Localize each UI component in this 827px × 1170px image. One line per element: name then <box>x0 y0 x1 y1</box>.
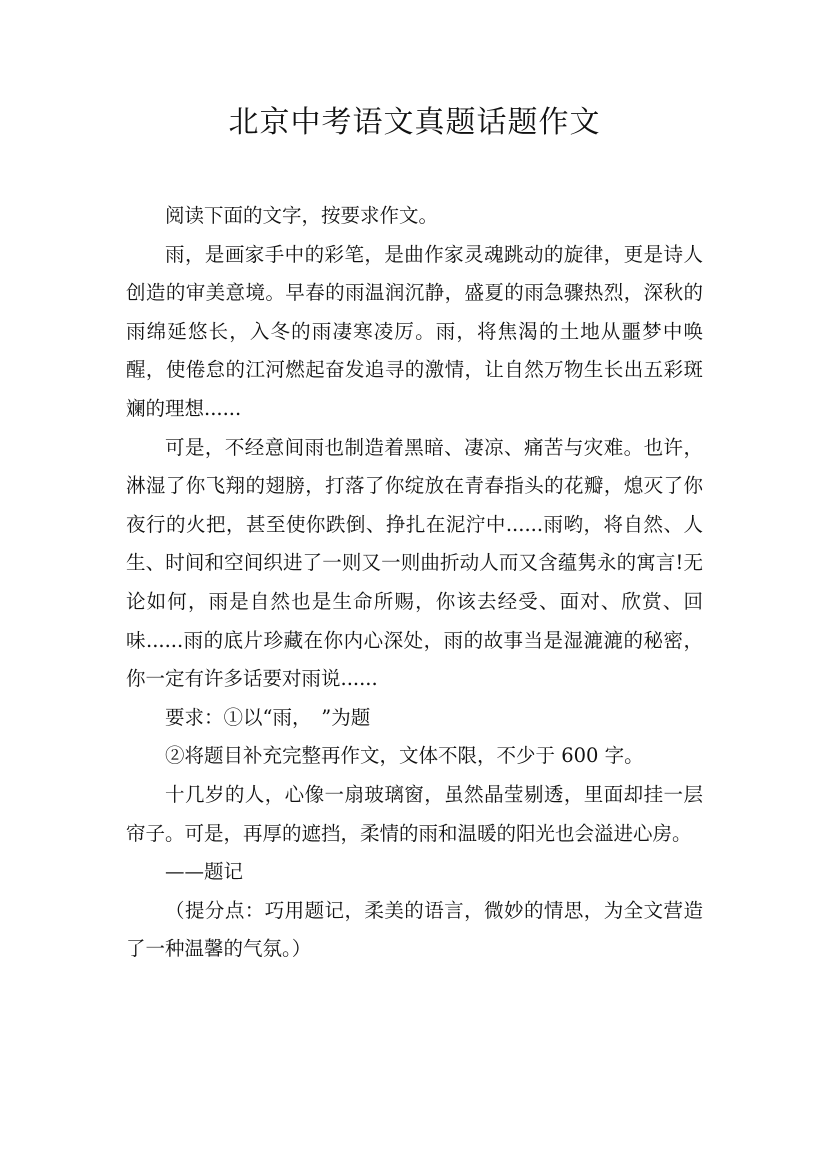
paragraph-requirement-2: ②将题目补充完整再作文，文体不限，不少于 600 字。 <box>165 744 644 768</box>
document-title: 北京中考语文真题话题作文 <box>228 105 601 140</box>
document-body <box>126 197 703 969</box>
paragraph-scoring-note: （提分点：巧用题记，柔美的语言，微妙的情思，为全文营造了一种温馨的气氛。） <box>126 898 703 961</box>
paragraph-rain-darkness: 可是，不经意间雨也制造着黑暗、凄凉、痛苦与灾难。也许，淋湿了你飞翔的翅膀，打落了你绽放在青春指头的花瓣，熄灭了你夜行的火把，甚至使你跌倒、挣扎在泥泞中......雨哟，将自然、人生、时间和空间织进了一则又一则曲折动人而又含蕴隽永的寓言!无论如何，雨是自然也是生命所赐，你该去经受、面对、欣赏、回味......雨的底片珍藏在你内心深处，雨的故事当是湿漉漉的秘密，你一定有许多话要对雨说...... <box>126 435 703 691</box>
paragraph-epigraph: 十几岁的人，心像一扇玻璃窗，虽然晶莹剔透，里面却挂一层帘子。可是，再厚的遮挡，柔情的雨和温暖的阳光也会溢进心房。 <box>126 782 703 845</box>
paragraph-requirement-1: 要求：①以“雨， ”为题 <box>165 705 371 729</box>
paragraph-rain-intro: 雨，是画家手中的彩笔，是曲作家灵魂跳动的旋律，更是诗人创造的审美意境。早春的雨温润沉静，盛夏的雨急骤热烈，深秋的雨绵延悠长，入冬的雨凄寒凌厉。雨，将焦渴的土地从噩梦中唤醒，使倦怠的江河燃起奋发追寻的激情，让自然万物生长出五彩斑斓的理想...... <box>126 242 703 420</box>
paragraph-instruction: 阅读下面的文字，按要求作文。 <box>165 204 439 227</box>
paragraph-epigraph-label: ——题记 <box>165 860 244 884</box>
